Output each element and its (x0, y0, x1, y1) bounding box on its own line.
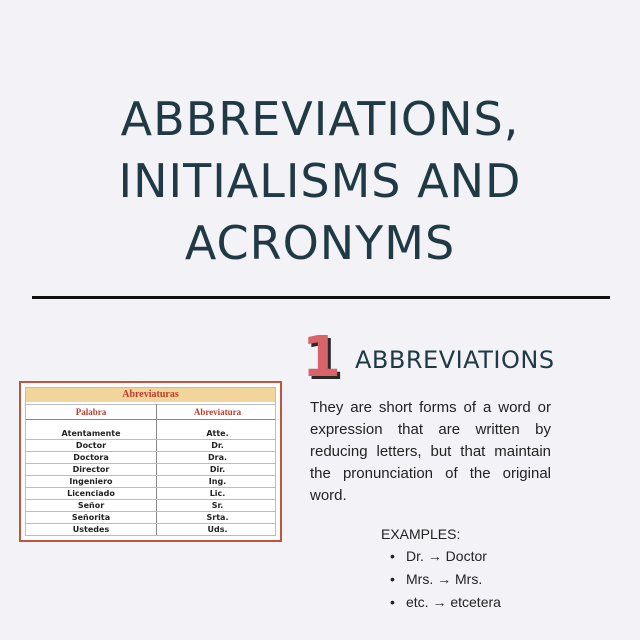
table-cell-word: Licenciado (67, 489, 115, 498)
table-rows (26, 428, 275, 536)
bullet-icon: • (390, 571, 395, 587)
table-cell-word: Doctora (73, 453, 109, 462)
table-row (26, 512, 275, 524)
table-row (26, 524, 275, 536)
table-cell-abbreviation: Uds. (207, 525, 228, 534)
table-row (26, 488, 275, 500)
table-row (26, 500, 275, 512)
title-line: ACRONYMS (184, 216, 456, 270)
section-number: 1 (302, 325, 341, 390)
section-title: ABBREVIATIONS (355, 346, 555, 374)
list-item (390, 545, 501, 568)
table-cell-word: Ingeniero (69, 477, 113, 486)
page-title (0, 88, 640, 274)
table-cell-abbreviation: Dr. (211, 441, 224, 450)
table-cell-abbreviation: Lic. (209, 489, 226, 498)
table-title: Abreviaturas (26, 388, 275, 402)
section-description: They are short forms of a word or expression that are written by reducing letters, but that maintain the pronunciation of the original word. (310, 399, 551, 504)
header-abreviatura: Abreviatura (193, 407, 242, 417)
table-row (26, 476, 275, 488)
table-cell-word: Señorita (71, 513, 111, 522)
bullet-icon: • (390, 594, 395, 610)
list-item (390, 591, 501, 614)
table-cell-word: Director (72, 465, 110, 474)
header-palabra: Palabra (75, 407, 107, 417)
table-cell-abbreviation: Srta. (206, 513, 229, 522)
table-cell-abbreviation: Dir. (209, 465, 226, 474)
bullet-icon: • (390, 548, 395, 564)
table-cell-word: Doctor (75, 441, 107, 450)
example-text: etc. → etcetera (406, 594, 501, 610)
table-cell-abbreviation: Dra. (207, 453, 228, 462)
table-cell-abbreviation: Ing. (208, 477, 227, 486)
divider (32, 296, 610, 299)
example-text: Dr. → Doctor (406, 548, 487, 564)
table-row (26, 464, 275, 476)
examples-label: EXAMPLES: (381, 526, 461, 542)
table-cell-abbreviation: Sr. (211, 501, 224, 510)
table-frame (25, 387, 276, 536)
list-item (390, 568, 501, 591)
title-line: ABBREVIATIONS, (120, 92, 520, 146)
table-cell-word: Atentamente (61, 429, 121, 438)
title-line: INITIALISMS AND (118, 154, 522, 208)
table-cell-word: Ustedes (72, 525, 110, 534)
table-row (26, 428, 275, 440)
table-row (26, 452, 275, 464)
example-text: Mrs. → Mrs. (406, 571, 483, 587)
examples-list (390, 545, 501, 614)
table-cell-abbreviation: Atte. (206, 429, 229, 438)
table-header (26, 404, 275, 420)
table-row (26, 440, 275, 452)
abbreviation-table-image (19, 381, 282, 542)
table-cell-word: Señor (77, 501, 105, 510)
